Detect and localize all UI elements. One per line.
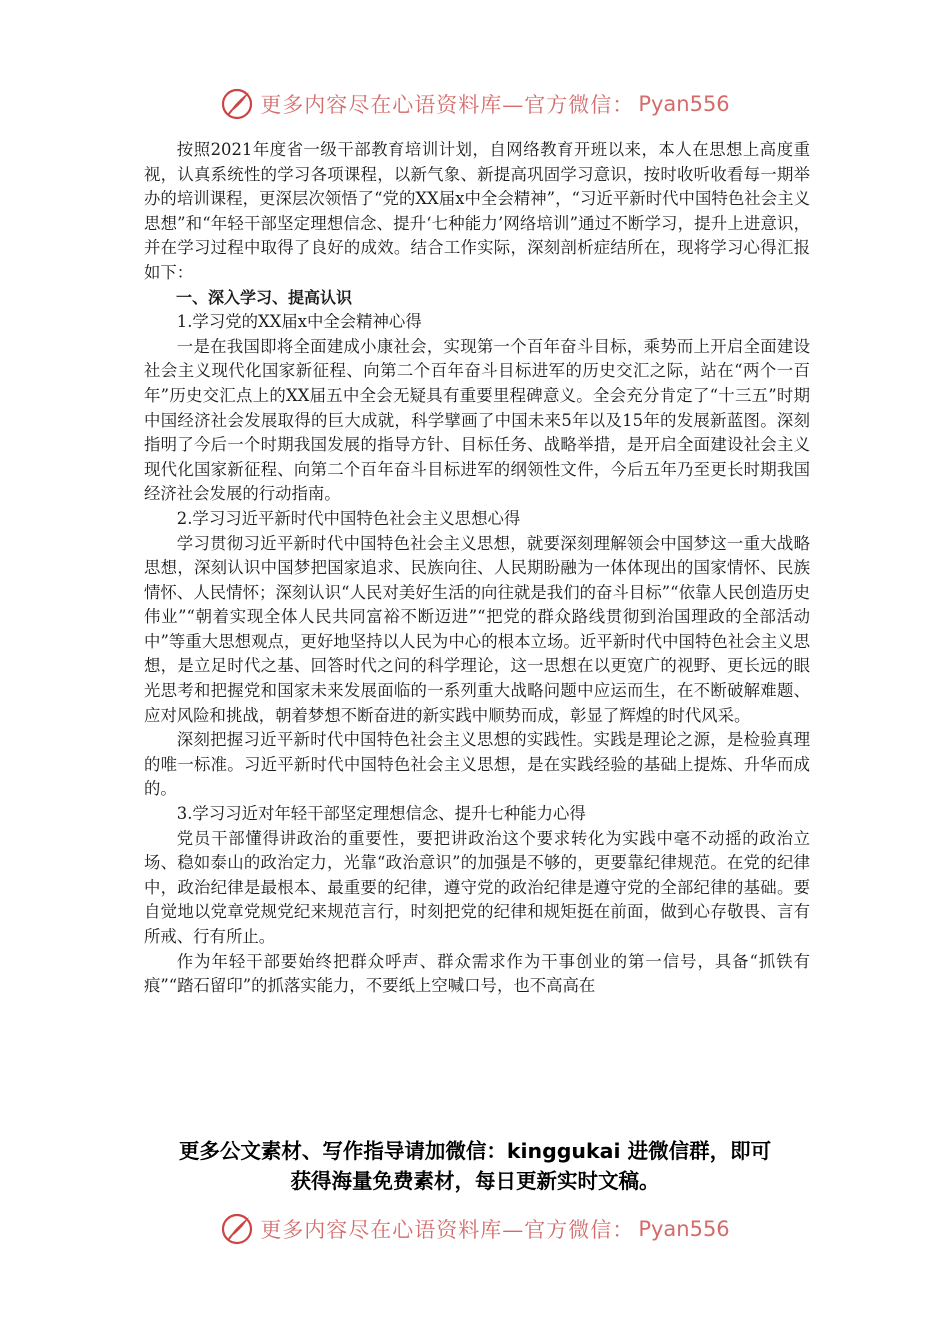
- watermark-text: 更多内容尽在心语资料库—官方微信：: [260, 1218, 635, 1242]
- document-body: [144, 138, 810, 999]
- paragraph: 一是在我国即将全面建成小康社会，实现第一个百年奋斗目标，乘势而上开启全面建设社会主义现代化国家新征程、向第二个百年奋斗目标进军的历史交汇之际，站在“两个一百年”历史交汇点上的XX届五中全会无疑具有重要里程碑意义。全会充分肯定了“十三五”时期中国经济社会发展取得的巨大成就，科学擘画了中国未来5年以及15年的发展新蓝图。深刻指明了今后一个时期我国发展的指导方针、目标任务、战略举措，是开启全面建设社会主义现代化国家新征程、向第二个百年奋斗目标进军的纲领性文件，今后五年乃至更长时期我国经济社会发展的行动指南。: [144, 336, 810, 504]
- section-heading: 一、深入学习、提高认识: [176, 287, 353, 307]
- paragraph: 党员干部懂得讲政治的重要性，要把讲政治这个要求转化为实践中毫不动摇的政治立场、稳如泰山的政治定力，光靠“政治意识”的加强是不够的，更要靠纪律规范。在党的纪律中，政治纪律是最根本、最重要的纪律，遵守党的政治纪律是遵守党的全部纪律的基础。要自觉地以党章党规党纪来规范言行，时刻把党的纪律和规矩挺在前面，做到心存敬畏、言有所戒、行有所止。: [144, 828, 810, 946]
- paragraph: 按照2021年度省一级干部教育培训计划，自网络教育开班以来，本人在思想上高度重视，认真系统性的学习各项课程，以新气象、新提高巩固学习意识，按时收听收看每一期举办的培训课程，更深层次领悟了“党的XX届x中全会精神”，“习近平新时代中国特色社会主义思想”和“年轻干部坚定理想信念、提升‘七种能力’网络培训”通过不断学习，提升上进意识，并在学习过程中取得了良好的成效。结合工作实际，深刻剖析症结所在，现将学习心得汇报如下：: [144, 140, 810, 282]
- paragraph: 1.学习党的XX届x中全会精神心得: [176, 312, 422, 332]
- quill-logo-icon: [220, 1212, 254, 1246]
- paragraph: 深刻把握习近平新时代中国特色社会主义思想的实践性。实践是理论之源，是检验真理的唯一标准。习近平新时代中国特色社会主义思想，是在实践经验的基础上提炼、升华而成的。: [144, 730, 810, 799]
- paragraph: 2.学习习近平新时代中国特色社会主义思想心得: [176, 508, 521, 528]
- paragraph: 作为年轻干部要始终把群众呼声、群众需求作为干事创业的第一信号，具备“抓铁有痕”“踏石留印”的抓落实能力，不要纸上空喊口号，也不高高在: [144, 951, 810, 996]
- quill-logo-icon: [220, 87, 254, 121]
- paragraph: 3.学习习近对年轻干部坚定理想信念、提升七种能力心得: [176, 804, 586, 824]
- promo-line-1: 更多公文素材、写作指导请加微信：kinggukai 进微信群，即可: [178, 1139, 772, 1163]
- paragraph: 学习贯彻习近平新时代中国特色社会主义思想，就要深刻理解领会中国梦这一重大战略思想，深刻认识中国梦把国家追求、民族向往、人民期盼融为一体体现出的国家情怀、民族情怀、人民情怀；深刻认识“人民对美好生活的向往就是我们的奋斗目标”“依靠人民创造历史伟业”“朝着实现全体人民共同富裕不断迈进”“把党的群众路线贯彻到治国理政的全部活动中”等重大思想观点，更好地坚持以人民为中心的根本立场。近平新时代中国特色社会主义思想，是立足时代之基、回答时代之问的科学理论，这一思想在以更宽广的视野、更长远的眼光思考和把握党和国家未来发展面临的一系列重大战略问题中应运而生，在不断破解难题、应对风险和挑战，朝着梦想不断奋进的新实践中顺势而成，彰显了辉煌的时代风采。: [144, 533, 810, 725]
- watermark-id: Pyan556: [638, 1217, 730, 1241]
- watermark-id: Pyan556: [638, 92, 730, 116]
- watermark-text: 更多内容尽在心语资料库—官方微信：: [260, 93, 635, 117]
- watermark-header: [0, 86, 950, 122]
- promo-line-2: 获得海量免费素材，每日更新实时文稿。: [290, 1169, 660, 1193]
- promo-banner: [100, 1136, 850, 1196]
- watermark-footer: [0, 1211, 950, 1247]
